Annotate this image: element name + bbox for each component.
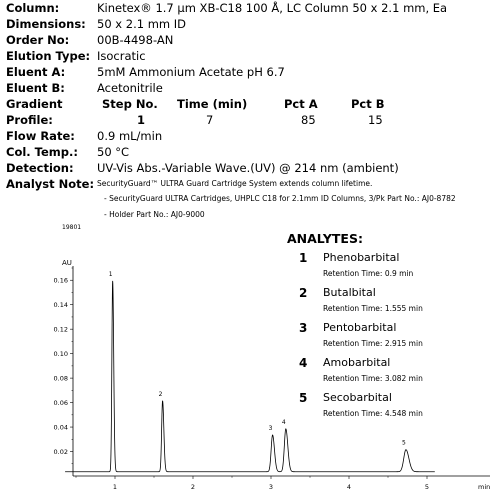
eluent-a-label: Eluent A: (6, 65, 66, 79)
y-tick-label: 0.12 (53, 325, 68, 334)
analyte-name: Secobarbital (323, 391, 392, 404)
analyte-number: 3 (299, 321, 308, 335)
flow-label: Flow Rate: (6, 129, 75, 143)
analyte-name: Pentobarbital (323, 321, 397, 334)
analyte-name: Amobarbital (323, 356, 391, 369)
elution-value: Isocratic (97, 49, 146, 63)
y-tick-label: 0.02 (53, 448, 68, 457)
row-profile (6, 112, 502, 128)
gradient-header-pcta: Pct A (284, 97, 318, 111)
analyte-number: 2 (299, 286, 308, 300)
y-tick-label: 0.16 (53, 276, 68, 285)
order-value: 00B-4498-AN (97, 33, 174, 47)
x-axis-label: min (478, 483, 491, 491)
analyst-note-value: SecurityGuard™ ULTRA Guard Cartridge System extends column lifetime. (97, 179, 373, 188)
analyte-retention-time: Retention Time: 1.555 min (323, 304, 423, 313)
peak-label: 1 (108, 270, 113, 278)
gradient-pcta-value: 85 (301, 113, 316, 127)
y-axis-label: AU (62, 259, 72, 267)
analyst-note-line-3: - Holder Part No.: AJ0-9000 (104, 210, 205, 219)
analyte-item (287, 354, 487, 389)
row-gradient (6, 96, 502, 112)
analyte-retention-time: Retention Time: 4.548 min (323, 409, 423, 418)
gradient-pctb-value: 15 (368, 113, 383, 127)
analyte-item (287, 249, 487, 284)
peak-label: 5 (402, 439, 406, 447)
eluent-b-label: Eluent B: (6, 81, 65, 95)
dimensions-value: 50 x 2.1 mm ID (97, 17, 187, 31)
analyte-number: 1 (299, 251, 308, 265)
eluent-a-value: 5mM Ammonium Acetate pH 6.7 (97, 65, 285, 79)
peak-label: 2 (158, 390, 163, 398)
gradient-step-value: 1 (137, 113, 146, 127)
detection-label: Detection: (6, 161, 74, 175)
column-value: Kinetex® 1.7 µm XB-C18 100 Å, LC Column 50 x 2.1 mm, Ea (97, 1, 448, 15)
gradient-header-time: Time (min) (177, 97, 248, 111)
analyte-item (287, 284, 487, 319)
x-tick-label: 5 (424, 483, 430, 491)
analyte-retention-time: Retention Time: 2.915 min (323, 339, 423, 348)
order-label: Order No: (6, 33, 70, 47)
y-tick-label: 0.10 (53, 350, 68, 359)
eluent-b-value: Acetonitrile (97, 81, 163, 95)
x-tick-label: 1 (112, 483, 118, 491)
analyst-note-label: Analyst Note: (6, 177, 95, 191)
gradient-header-pctb: Pct B (351, 97, 385, 111)
y-tick-label: 0.04 (53, 423, 68, 432)
x-tick-label: 3 (268, 483, 274, 491)
analyte-number: 4 (299, 356, 308, 370)
x-tick-label: 4 (346, 483, 352, 491)
analyte-item (287, 389, 487, 424)
analyte-name: Butalbital (323, 286, 376, 299)
temp-value: 50 °C (97, 145, 130, 159)
analyte-number: 5 (299, 391, 308, 405)
y-tick-label: 0.06 (53, 399, 68, 408)
analytes-title: ANALYTES: (287, 231, 363, 246)
y-tick-label: 0.08 (53, 374, 68, 383)
peak-label: 3 (268, 425, 273, 433)
chart-id-label: 19801 (62, 224, 82, 231)
column-label: Column: (6, 1, 60, 15)
analyte-name: Phenobarbital (323, 251, 400, 264)
analyte-item (287, 319, 487, 354)
analyte-retention-time: Retention Time: 0.9 min (323, 269, 414, 278)
y-tick-label: 0.14 (53, 301, 68, 310)
flow-value: 0.9 mL/min (97, 129, 163, 143)
detection-value: UV-Vis Abs.-Variable Wave.(UV) @ 214 nm (ambient) (97, 161, 399, 175)
gradient-header-step: Step No. (102, 97, 158, 111)
gradient-label: Gradient (6, 97, 63, 111)
analyst-note-line-2: - SecurityGuard ULTRA Cartridges, UHPLC C18 for 2.1mm ID Columns, 3/Pk Part No.: AJ0-8782 (104, 194, 456, 203)
gradient-time-value: 7 (206, 113, 214, 127)
dimensions-label: Dimensions: (6, 17, 86, 31)
profile-label: Profile: (6, 113, 53, 127)
analyte-retention-time: Retention Time: 3.082 min (323, 374, 423, 383)
elution-label: Elution Type: (6, 49, 91, 63)
x-tick-label: 2 (190, 483, 196, 491)
peak-label: 4 (281, 418, 286, 426)
temp-label: Col. Temp.: (6, 145, 78, 159)
